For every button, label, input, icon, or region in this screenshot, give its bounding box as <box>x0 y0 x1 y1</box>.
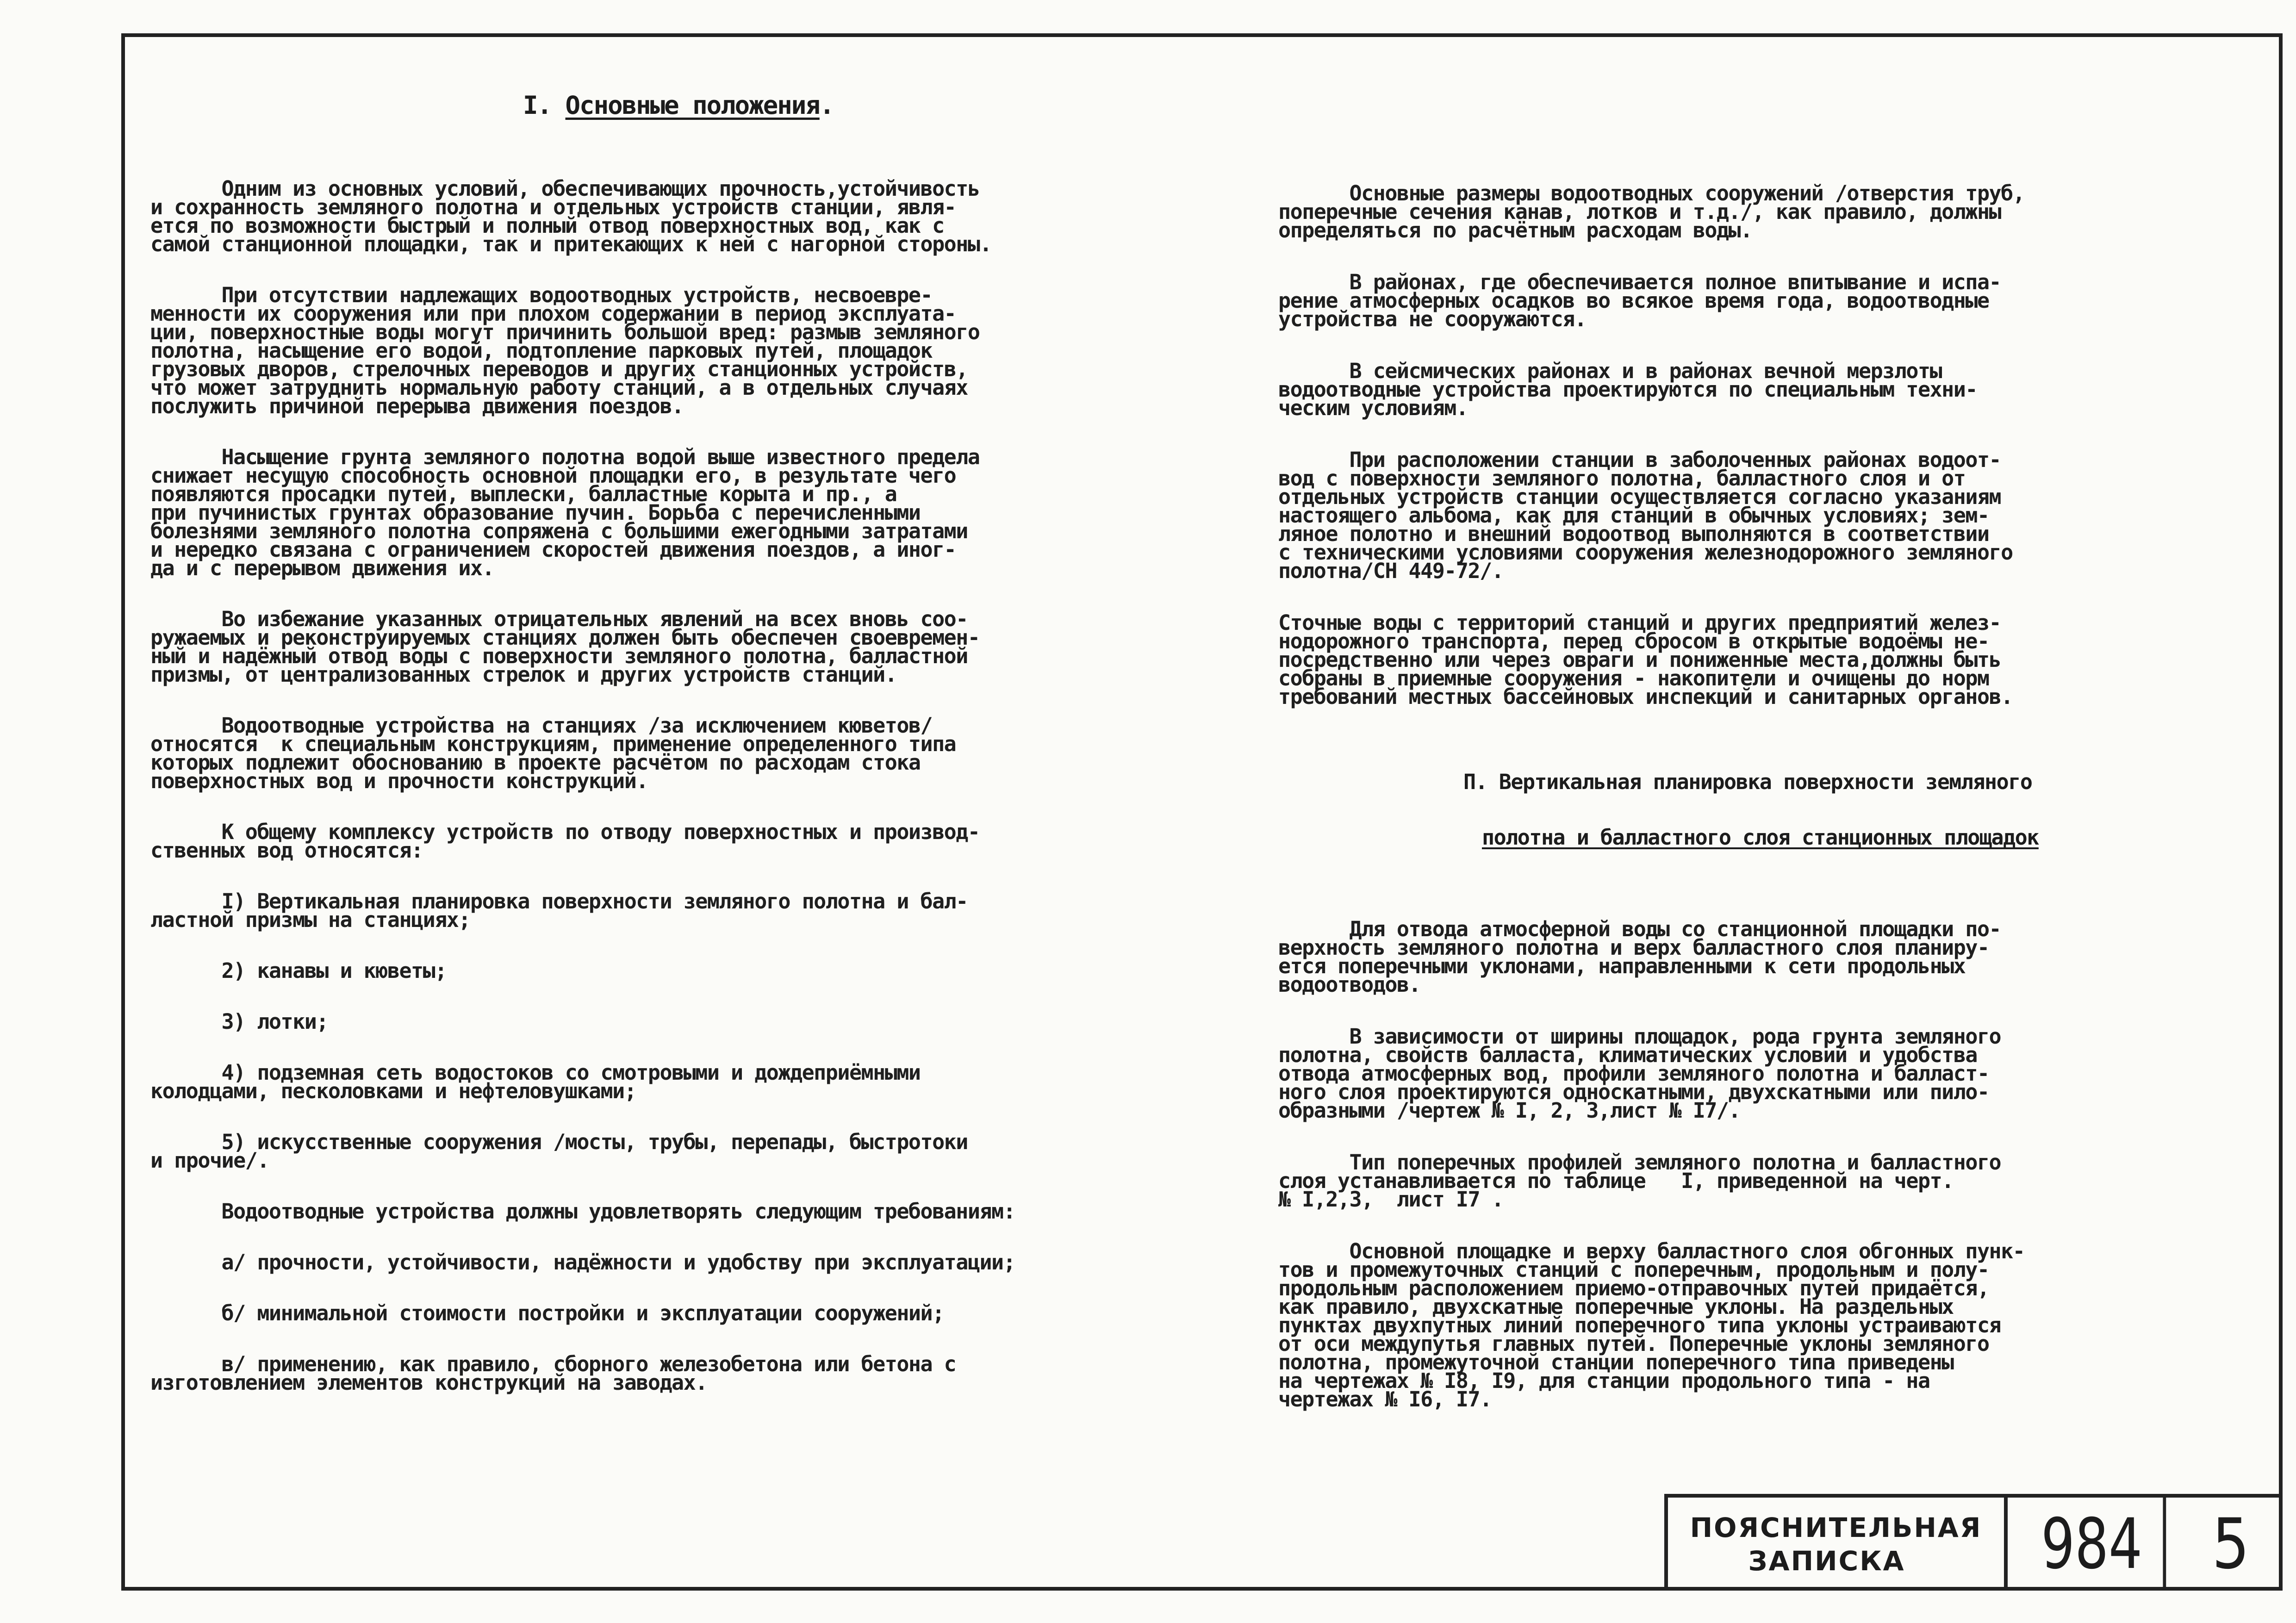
section2-title <box>1278 736 2259 884</box>
left-column <box>150 176 1187 1424</box>
paragraph: При отсутствии надлежащих водоотводных устройств, несвоевре- менности их сооружения или при плохом содержании в период эксплуата- ции, поверхностные воды могут причинить большой вред: размыв земляного полотна, насыщение его водой, подтопление парковых путей, площадок грузовых дворов, стрелочных переводов и других станционных устройств, что может затруднить нормальную работу станций, а в отдельных случаях послужить причиной перерыва движения поездов. <box>150 283 980 418</box>
list-item: 4) подземная сеть водостоков со смотровыми и дождеприёмными колодцами, песколовками и нефтеловушками; <box>150 1060 921 1103</box>
paragraph: Для отвода атмосферной воды со станционной площадки по- верхность земляного полотна и верх балластного слоя планиру- ется поперечными уклонами, направленными к сети продольных водоотводов. <box>1278 917 2001 997</box>
sheet-number: 5 <box>2212 1504 2250 1585</box>
paragraph: Сточные воды с территорий станций и других предприятий желез- нодорожного транспорта, перед сбросом в открытые водоёмы не- посредственно или через овраги и пониженные места,должны быть собраны в приемные сооружения - накопители и очищены до норм требований местных бассейновых инспекций и санитарных органов. <box>1278 610 2013 709</box>
paragraph: При расположении станции в заболоченных районах водоот- вод с поверхности земляного полотна, балластного слоя и от отдельных устройств станции осуществляется согласно указаниям настоящего альбома, как для станций в обычных условиях; зем- ляное полотно и внешний водоотвод выполняются в соответствии с техническими условиями сооружения железнодорожного земляного полотна/СН 449-72/. <box>1278 448 2013 583</box>
paragraph: В районах, где обеспечивается полное впитывание и испа- рение атмосферных осадков во всякое время года, водоотводные устройства не сооружаются. <box>1278 270 2001 331</box>
list-item: в/ применению, как правило, сборного железобетона или бетона с изготовлением элементов конструкций на заводах. <box>150 1352 956 1395</box>
title-block-label <box>1668 1498 2008 1591</box>
title-block-label-line1: ПОЯСНИТЕЛЬНАЯ <box>1690 1511 1982 1543</box>
paragraph: К общему комплексу устройств по отводу поверхностных и производ- ственных вод относятся: <box>150 820 980 863</box>
paragraph: Одним из основных условий, обеспечивающих прочность,устойчивость и сохранность земляного полотна и отдельных устройств станции, явля- ется по возможности быстрый и полный отвод поверхностных вод, как с самой станционной площадки, так и притекающих к ней с нагорной стороны. <box>150 176 992 256</box>
paragraph: Водоотводные устройства на станциях /за исключением кюветов/ относятся к специальным конструкциям, применение определенного типа которых подлежит обоснованию в проекте расчётом по расходам стока поверхностных вод и прочности конструкций. <box>150 713 956 793</box>
paragraph: Во избежание указанных отрицательных явлений на всех вновь соо- ружаемых и реконструируемых станциях должен быть обеспечен своевремен- ный и надёжный отвод воды с поверхности земляного полотна, балластной призмы, от централизованных стрелок и других устройств станций. <box>150 607 980 687</box>
title-block-label-line2: ЗАПИСКА <box>1748 1545 1905 1577</box>
list-item: 3) лотки; <box>150 1009 328 1034</box>
section1-title: I. Основные положения. <box>523 91 834 120</box>
list-item: I) Вертикальная планировка поверхности земляного полотна и бал- ластной призмы на станциях; <box>150 889 968 932</box>
paragraph: В зависимости от ширины площадок, рода грунта земляного полотна, свойств балласта, климатических условий и удобства отвода атмосферных вод, профили земляного полотна и балласт- ного слоя проектируются односкатными, двухскатными или пило- образными /чертеж № I, 2, 3,лист № I7/. <box>1278 1024 2001 1123</box>
paragraph: В сейсмических районах и в районах вечной мерзлоты водоотводные устройства проектируются по специальным техни- ческим условиям. <box>1278 359 1977 420</box>
section2-title-line1: П. Вертикальная планировка поверхности земляного <box>1463 770 2032 794</box>
list-item: 5) искусственные сооружения /мосты, трубы, перепады, быстротоки и прочие/. <box>150 1130 968 1173</box>
right-column <box>1278 181 2259 1442</box>
list-item: б/ минимальной стоимости постройки и эксплуатации сооружений; <box>150 1301 944 1325</box>
title-block <box>1664 1494 2283 1591</box>
list-item: а/ прочности, устойчивости, надёжности и удобству при эксплуатации; <box>150 1250 1015 1275</box>
paragraph: Основной площадке и верху балластного слоя обгонных пунк- тов и промежуточных станций с поперечным, продольным и полу- продольным расположением приемо-отправочных путей придаётся, как правило, двухскатные поперечные уклоны. На раздельных пунктах двухпутных линий поперечного типа уклоны устраиваются от оси междупутья главных путей. Поперечные уклоны земляного полотна, промежуточной станции поперечного типа приведены на чертежах № I8, I9, для станции продольного типа - на чертежах № I6, I7. <box>1278 1239 2025 1412</box>
paragraph: Основные размеры водоотводных сооружений /отверстия труб, поперечные сечения канав, лотков и т.д./, как правило, должны определяться по расчётным расходам воды. <box>1278 181 2025 243</box>
paragraph: Водоотводные устройства должны удовлетворять следующим требованиям: <box>150 1199 1015 1224</box>
paragraph: Тип поперечных профилей земляного полотна и балластного слоя устанавливается по таблице I, приведенной на черт. № I,2,3, лист I7 . <box>1278 1150 2001 1212</box>
section2-title-line2: полотна и балластного слоя станционных площадок <box>1482 825 2039 850</box>
album-number: 984 <box>2021 1498 2166 1591</box>
list-item: 2) канавы и кюветы; <box>150 958 447 983</box>
paragraph: Насыщение грунта земляного полотна водой выше известного предела снижает несущую способность основной площадки его, в результате чего появляются просадки путей, выплески, балластные корыта и пр., а при пучинистых грунтах образование пучин. Борьба с перечисленными болезнями земляного полотна сопряжена с большими ежегодными затратами и нередко связана с ограничением скоростей движения поездов, а иног- да и с перерывом движения их. <box>150 445 980 580</box>
